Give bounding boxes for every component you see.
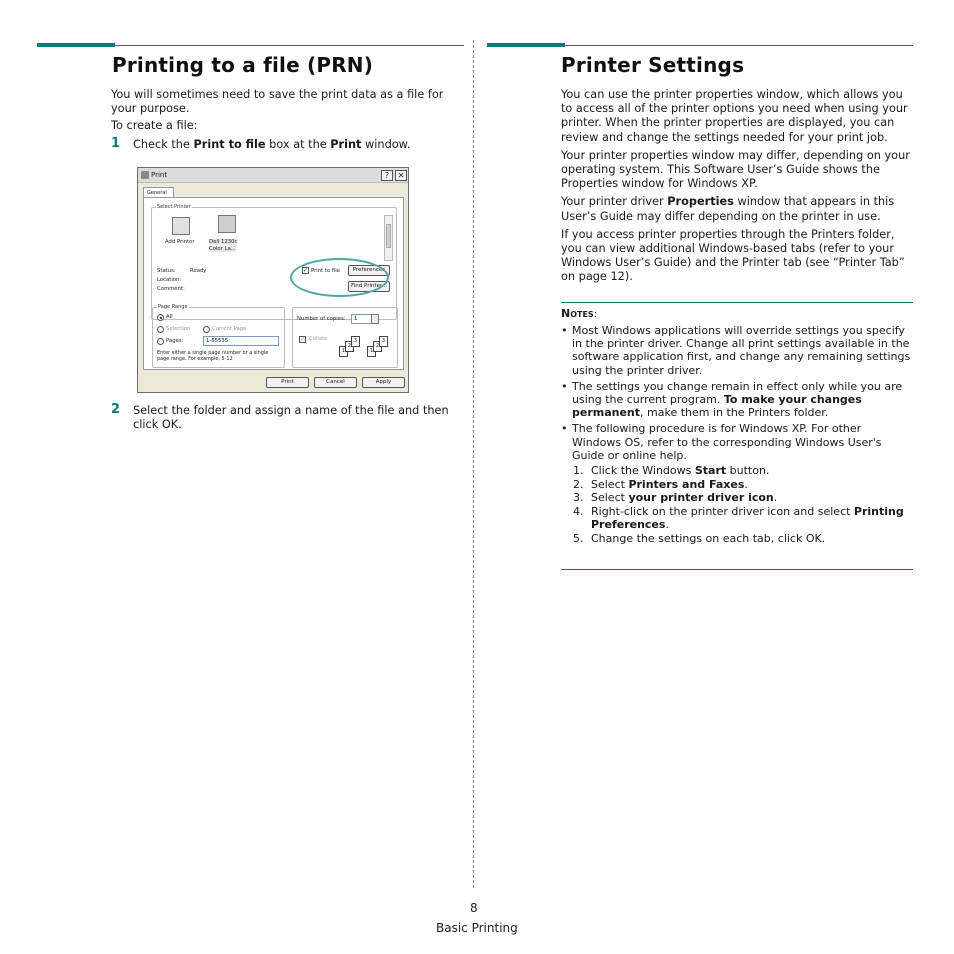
procedure-step-1	[561, 464, 913, 477]
page-range-label: Page Range	[158, 304, 188, 310]
s4-bold: Printing Preferences	[591, 505, 904, 532]
pages-label: Pages:	[166, 338, 184, 344]
dialog-title: Print	[151, 171, 168, 179]
right-body	[561, 88, 913, 285]
selection-radio[interactable]	[157, 326, 164, 333]
collate-label: Collate	[309, 336, 328, 342]
create-file-text: To create a file:	[111, 119, 198, 133]
comment-label: Comment:	[157, 286, 185, 292]
collate-page-3a: 3	[351, 336, 360, 347]
procedure-steps	[561, 464, 913, 545]
note-2-bold: To make your changes permanent	[572, 393, 862, 420]
printer-name-line2: Color La...	[209, 246, 236, 252]
print-to-file-label: Print to file	[311, 268, 340, 274]
step-1-number: 1	[111, 136, 121, 151]
left-heading-rule	[115, 45, 464, 46]
step-1-text	[133, 138, 463, 152]
intro-text: You will sometimes need to save the print data as a file for your purpose.	[111, 88, 444, 116]
add-printer-label: Add Printer	[165, 239, 195, 245]
copies-group	[292, 307, 398, 368]
procedure-step-3	[561, 491, 913, 504]
step-1-mid: box at the	[265, 138, 331, 151]
step-num: 5.	[573, 532, 584, 546]
copies-field[interactable]: 1	[351, 314, 379, 324]
printer-list-scrollbar[interactable]	[384, 215, 393, 261]
s3-post: .	[773, 491, 778, 505]
s4-pre: Right-click on the printer driver icon and select	[591, 505, 854, 519]
current-page-radio[interactable]	[203, 326, 210, 333]
scrollbar-thumb[interactable]	[386, 224, 391, 248]
help-button[interactable]: ?	[381, 170, 393, 181]
collate-checkbox[interactable]: ✓	[300, 336, 306, 343]
dialog-titlebar	[138, 168, 408, 183]
step-1-pre: Check the	[133, 138, 194, 151]
step-1-post: window.	[361, 138, 411, 151]
copies-spinner[interactable]	[371, 314, 379, 324]
p3-post: window that appears in this User’s Guide may differ depending on the printer in use.	[561, 195, 895, 223]
s1-pre: Click the Windows	[591, 464, 695, 478]
note-item-1	[561, 324, 913, 377]
status-value: Ready	[190, 268, 207, 274]
bullet: •	[561, 379, 568, 393]
notes-colon: :	[593, 309, 598, 320]
column-divider	[473, 40, 474, 888]
bullet: •	[561, 324, 568, 337]
p3-bold: Properties	[667, 195, 734, 209]
select-printer-label: Select Printer	[157, 204, 191, 210]
note-3-text: The following procedure is for Windows XP. For other Windows OS, refer to the corresponding Windows User's Guide or online help.	[572, 422, 882, 462]
p3-pre: Your printer driver	[561, 195, 668, 209]
pages-field[interactable]: 1-65535	[203, 336, 279, 346]
notes-bottom-rule	[561, 569, 913, 570]
s4-post: .	[665, 518, 669, 532]
printer-name-line1: Dell 1230c	[209, 239, 238, 245]
add-printer-icon[interactable]	[172, 217, 190, 235]
step-1-bold-print: Print	[330, 138, 362, 151]
note-item-2	[561, 380, 913, 420]
procedure-step-4	[561, 505, 913, 531]
footer-section-title: Basic Printing	[436, 921, 518, 935]
s3-bold: your printer driver icon	[628, 491, 774, 505]
s2-post: .	[744, 477, 748, 491]
left-heading: Printing to a file (PRN)	[112, 53, 374, 77]
s2-bold: Printers and Faxes	[628, 477, 745, 491]
left-heading-accent-bar	[37, 43, 115, 47]
note-2-pre: The settings you change remain in effect only while you are using the current program.	[572, 379, 903, 407]
left-intro-paragraph	[111, 88, 467, 134]
procedure-step-5	[561, 532, 913, 545]
copies-label: Number of copies:	[297, 316, 346, 322]
collate-page-1b: 1	[367, 346, 376, 357]
right-heading-accent-bar	[487, 43, 565, 47]
page-number: 8	[470, 901, 478, 915]
step-1-bold-print-to-file: Print to file	[193, 138, 266, 151]
printers-folder-paragraph: If you access printer properties through the Printers folder, you can view additional Windows-based tabs (refer to your Windows User’s Guide) and the Printer tab (see “Printer Tab” on page 12).	[561, 227, 905, 284]
collate-page-3b: 3	[379, 336, 388, 347]
all-radio[interactable]	[157, 314, 164, 321]
tab-general[interactable]: General	[143, 187, 174, 198]
step-num: 2.	[573, 477, 584, 491]
s3-pre: Select	[591, 491, 629, 505]
properties-intro-paragraph: You can use the printer properties window, which allows you to access all of the printer options you need when using your printer. When the printer properties are displayed, you can review and change the settings needed for your print job.	[561, 88, 908, 144]
hint-line2: page range. For example, 5-12	[157, 356, 233, 362]
notes-heading	[561, 307, 597, 322]
notes-label: Notes	[561, 307, 594, 320]
procedure-step-2	[561, 478, 913, 491]
step-2-number: 2	[111, 402, 121, 417]
right-heading: Printer Settings	[561, 53, 745, 77]
notes-list	[561, 324, 913, 548]
hint-line1: Enter either a single page number or a single	[157, 350, 269, 356]
notes-top-rule	[561, 302, 913, 303]
page-range-group	[152, 304, 285, 368]
print-to-file-highlight	[290, 258, 389, 297]
collate-page-2b: 2	[373, 341, 382, 352]
pages-radio[interactable]	[157, 338, 164, 345]
close-button[interactable]: ✕	[395, 170, 407, 181]
printer-icon	[141, 171, 149, 179]
current-page-label: Current Page	[212, 326, 247, 332]
printer-device-icon[interactable]	[218, 215, 236, 233]
s1-post: button.	[726, 464, 770, 478]
step-num: 1.	[573, 464, 584, 478]
note-item-3	[561, 422, 913, 545]
find-printer-button[interactable]: Find Printer...	[348, 281, 390, 292]
s1-bold: Start	[694, 464, 727, 478]
driver-properties-paragraph	[561, 195, 913, 223]
note-2-post: , make them in the Printers folder.	[640, 406, 829, 420]
apply-button[interactable]: Apply	[362, 377, 405, 388]
s5-text: Change the settings on each tab, click OK.	[591, 532, 826, 546]
selection-label: Selection	[166, 326, 191, 332]
note-1-text: Most Windows applications will override settings you specify in the printer driver. Change all print settings available in the software application first, and change any remaining settings using the printer driver.	[572, 324, 911, 377]
bullet: •	[561, 422, 568, 436]
s2-pre: Select	[591, 477, 629, 491]
cancel-button[interactable]: Cancel	[314, 377, 357, 388]
collate-page-2a: 2	[345, 341, 354, 352]
location-label: Location:	[157, 277, 182, 283]
print-button[interactable]: Print	[266, 377, 309, 388]
preferences-button[interactable]: Preferences	[348, 265, 390, 276]
collate-page-1a: 1	[339, 346, 348, 357]
all-label: All	[166, 314, 173, 320]
right-heading-rule	[565, 45, 913, 46]
os-difference-paragraph: Your printer properties window may differ, depending on your operating system. This Software User’s Guide shows the Properties window for Windows XP.	[561, 148, 910, 191]
status-label: Status:	[157, 268, 176, 274]
step-num: 3.	[573, 491, 584, 505]
step-2-text: Select the folder and assign a name of the file and then click OK.	[133, 404, 449, 432]
step-num: 4.	[573, 505, 584, 519]
print-to-file-checkbox[interactable]: ✓	[303, 267, 309, 274]
